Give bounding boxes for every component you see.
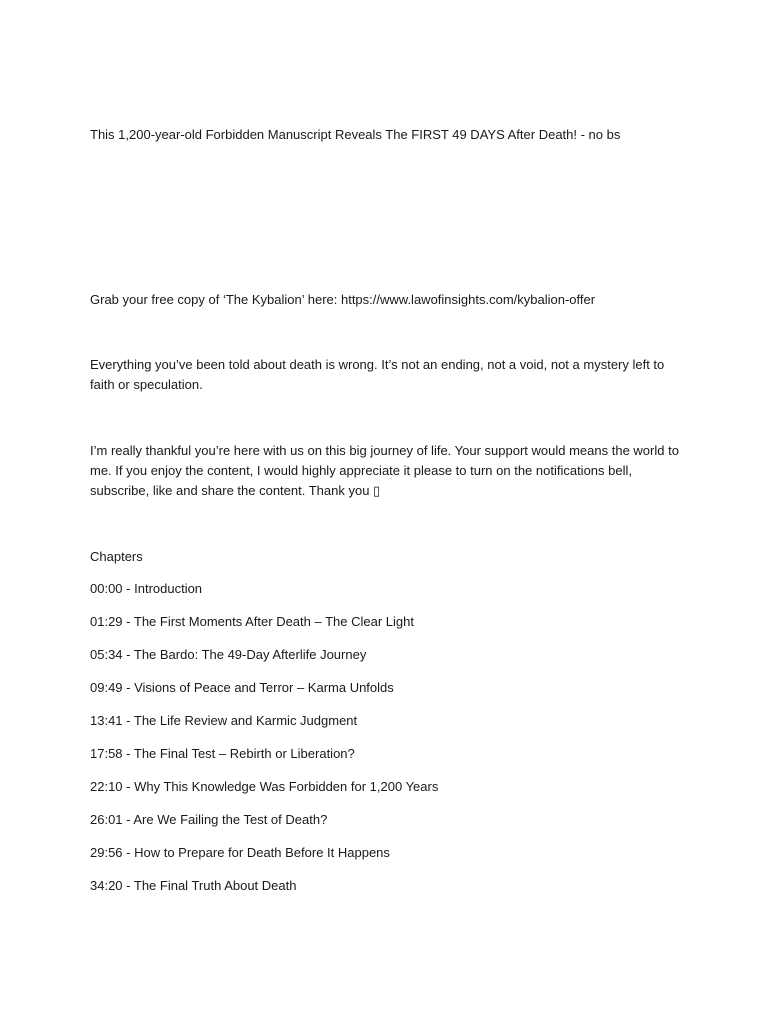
chapter-item: [90, 744, 438, 777]
offer-paragraph: Grab your free copy of ‘The Kybalion’ here: https://www.lawofinsights.com/kybalion-offer: [90, 292, 596, 307]
chapter-item: [90, 579, 438, 612]
chapter-title: The Final Truth About Death: [133, 878, 297, 893]
chapter-timestamp: 29:56 -: [90, 845, 134, 860]
chapter-title: Introduction: [134, 581, 203, 596]
video-title: This 1,200-year-old Forbidden Manuscript Reveals The FIRST 49 DAYS After Death! - no bs: [90, 127, 621, 142]
chapter-item: [90, 678, 438, 711]
chapter-timestamp: 34:20 -: [90, 878, 134, 893]
thanks-paragraph: I’m really thankful you’re here with us on this big journey of life. Your support would means the world to me. If you enjoy the content, I would highly appreciate it please to turn on the notifications bell, subscribe, like and share the content. Thank you ▯: [90, 443, 679, 498]
intro-paragraph: Everything you’ve been told about death is wrong. It’s not an ending, not a void, not a mystery left to faith or speculation.: [90, 357, 665, 392]
chapter-timestamp: 01:29 -: [90, 614, 134, 629]
chapter-item: [90, 612, 438, 645]
chapter-title: The Final Test – Rebirth or Liberation?: [133, 746, 355, 761]
chapter-title: The Bardo: The 49-Day Afterlife Journey: [133, 647, 367, 662]
chapter-timestamp: 17:58 -: [90, 746, 134, 761]
chapter-timestamp: 05:34 -: [90, 647, 134, 662]
chapter-timestamp: 26:01 -: [90, 812, 133, 827]
chapter-title: The Life Review and Karmic Judgment: [133, 713, 358, 728]
chapter-title: Why This Knowledge Was Forbidden for 1,200 Years: [134, 779, 439, 794]
chapter-list: [90, 579, 438, 909]
chapter-item: [90, 777, 438, 810]
chapter-timestamp: 13:41 -: [90, 713, 134, 728]
chapter-title: Visions of Peace and Terror – Karma Unfolds: [134, 680, 394, 695]
chapter-title: Are We Failing the Test of Death?: [133, 812, 328, 827]
chapter-title: The First Moments After Death – The Clear Light: [133, 614, 414, 629]
chapter-item: [90, 843, 438, 876]
chapters-heading: Chapters: [90, 549, 143, 564]
chapter-item: [90, 711, 438, 744]
chapter-timestamp: 22:10 -: [90, 779, 134, 794]
chapter-title: How to Prepare for Death Before It Happens: [134, 845, 390, 860]
chapter-timestamp: 00:00 -: [90, 581, 134, 596]
chapter-timestamp: 09:49 -: [90, 680, 134, 695]
chapter-item: [90, 810, 438, 843]
chapter-item: [90, 645, 438, 678]
chapter-item: [90, 876, 438, 909]
